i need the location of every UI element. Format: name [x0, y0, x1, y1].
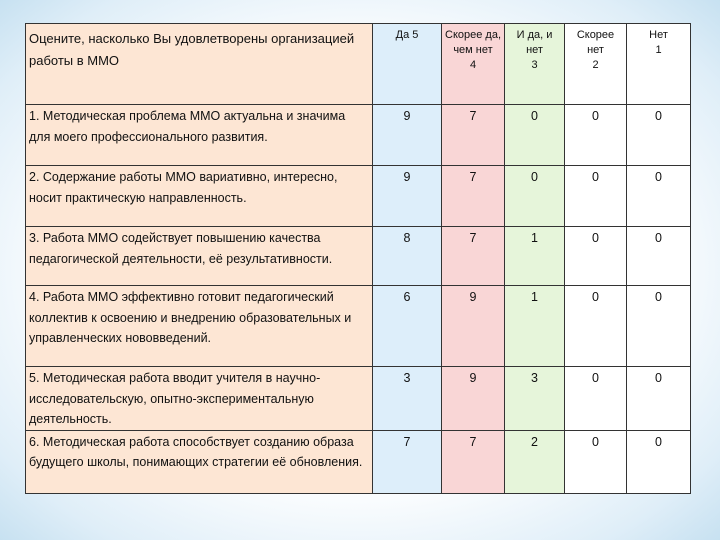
- value-cell: 7: [442, 166, 505, 227]
- question-text: 3. Работа ММО содействует повышению качества педагогической деятельности, её результативности.: [26, 227, 373, 286]
- answer-header-score: 4: [469, 59, 477, 71]
- value-cell: 0: [505, 105, 565, 166]
- table-row: [26, 166, 691, 227]
- answer-header-neutral: [505, 24, 565, 105]
- value-cell: 9: [373, 166, 442, 227]
- answer-header-label: нет: [587, 44, 604, 56]
- value-cell: 8: [373, 227, 442, 286]
- value-cell: 0: [565, 227, 627, 286]
- answer-header-label: чем нет: [453, 44, 493, 56]
- value-cell: 7: [442, 227, 505, 286]
- answer-header-rather-no: [565, 24, 627, 105]
- header-row: [26, 24, 691, 105]
- value-cell: 0: [565, 286, 627, 367]
- value-cell: 2: [505, 430, 565, 493]
- value-cell: 7: [442, 105, 505, 166]
- value-cell: 3: [505, 367, 565, 431]
- value-cell: 0: [505, 166, 565, 227]
- value-cell: 0: [565, 166, 627, 227]
- answer-header-label: Скорее: [576, 29, 615, 41]
- table-row: [26, 367, 691, 431]
- value-cell: 0: [627, 286, 691, 367]
- value-cell: 3: [373, 367, 442, 431]
- value-cell: 7: [442, 430, 505, 493]
- value-cell: 0: [565, 105, 627, 166]
- answer-header-yes: [373, 24, 442, 105]
- question-header: Оцените, насколько Вы удовлетворены организацией работы в ММО: [26, 24, 373, 105]
- answer-header-label: Скорее да,: [445, 29, 501, 41]
- value-cell: 0: [627, 166, 691, 227]
- answer-header-label: Да 5: [395, 29, 419, 41]
- table-row: [26, 430, 691, 493]
- survey-table: [25, 23, 691, 494]
- value-cell: 1: [505, 286, 565, 367]
- table-row: [26, 227, 691, 286]
- answer-header-score: 1: [655, 44, 662, 56]
- value-cell: 0: [627, 367, 691, 431]
- value-cell: 0: [565, 367, 627, 431]
- table-row: [26, 105, 691, 166]
- value-cell: 1: [505, 227, 565, 286]
- answer-header-no: [627, 24, 691, 105]
- value-cell: 0: [627, 430, 691, 493]
- value-cell: 0: [565, 430, 627, 493]
- value-cell: 9: [373, 105, 442, 166]
- answer-header-label: И да, и: [516, 29, 553, 41]
- question-text: 1. Методическая проблема ММО актуальна и значима для моего профессионального развития.: [26, 105, 373, 166]
- table-row: [26, 286, 691, 367]
- answer-header-score: 2: [592, 59, 599, 71]
- answer-header-rather-yes: [442, 24, 505, 105]
- question-text: 4. Работа ММО эффективно готовит педагогический коллектив к освоению и внедрению образовательных и управленческих нововведений.: [26, 286, 373, 367]
- question-text: 6. Методическая работа способствует созданию образа будущего школы, понимающих стратегии её обновления.: [26, 430, 373, 493]
- value-cell: 9: [442, 286, 505, 367]
- value-cell: 6: [373, 286, 442, 367]
- answer-header-label: нет: [526, 44, 543, 56]
- value-cell: 7: [373, 430, 442, 493]
- value-cell: 0: [627, 227, 691, 286]
- answer-header-label: Нет: [649, 29, 668, 41]
- value-cell: 9: [442, 367, 505, 431]
- question-text: 2. Содержание работы ММО вариативно, интересно, носит практическую направленность.: [26, 166, 373, 227]
- question-text: 5. Методическая работа вводит учителя в научно-исследовательскую, опытно-экспериментальную деятельность.: [26, 367, 373, 431]
- answer-header-score: 3: [531, 59, 538, 71]
- value-cell: 0: [627, 105, 691, 166]
